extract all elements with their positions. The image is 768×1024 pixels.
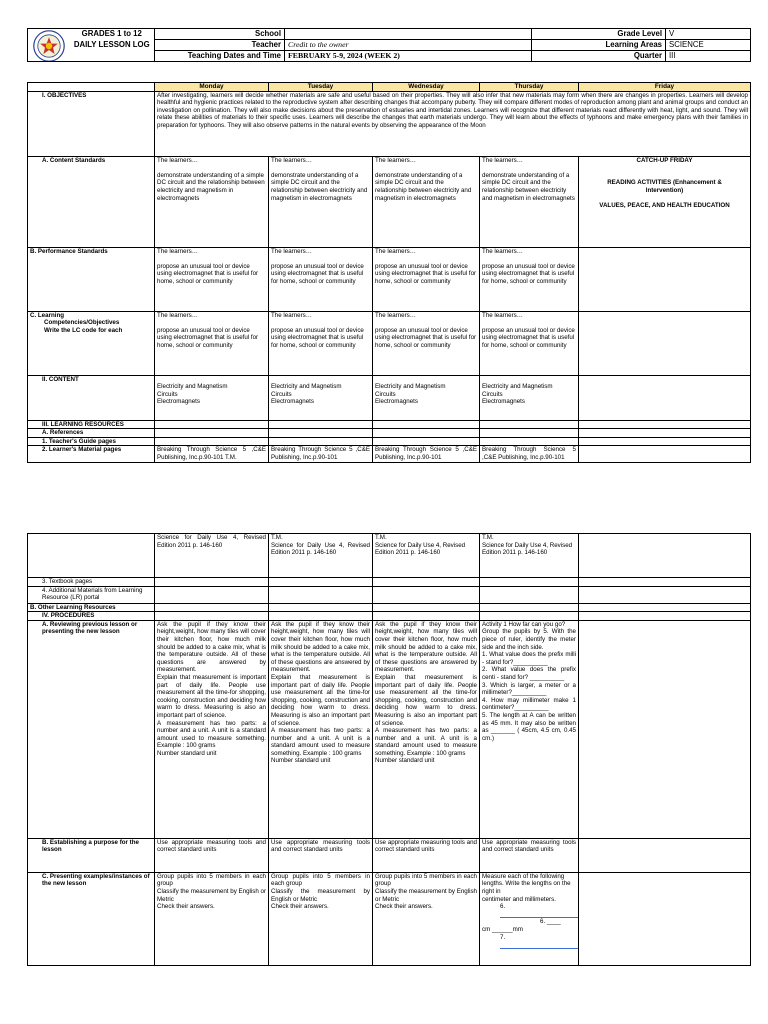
competencies-tue: The learners… propose an unusual tool or device using electromagnet that is useful for home, school or community [269,311,373,375]
lm-wed: Breaking Through Science 5 ,C&E Publishing, Inc.p.90-101 [373,446,480,463]
examples-mon: Group pupils into 5 members in each group Classify the measurement by English or Metric Check their answers. [155,872,269,965]
purpose-tue: Use appropriate measuring tools and correct standard units [269,838,373,872]
sci-thu: T.M. Science for Daily Use 4, Revised Edition 2011 p. 146-160 [480,534,579,578]
performance-standards-tue: The learners… propose an unusual tool or device using electromagnet that is useful for home, school or community [269,247,373,311]
objectives-text: After investigating, learners will decide whether materials are safe and useful based on their properties. They will also infer that new materials may form when there are changes in properties. Learners will develop healthful and hygienic practices related to the reproductive system after describing changes that accompany puberty. They will compare different modes of reproduction among plant and animal groups and conduct an investigation on pollination. They will also make decisions about the preservation of estuaries and intertidal zones. Learners will recognize that different materials react differently with heat, light, and sound. They will relate these abilities of materials to their specific uses. Learners will describe the changes that earth materials undergo. They will learn about the effects of typhoons and make emergency plans with their families in preparation for typhoons. They will also observe patterns in the natural events by observing the appearance of the Moon [155,91,751,156]
content-thu: Electricity and Magnetism Circuits Electromagnets [480,375,579,420]
lm-thu: Breaking Through Science 5 ,C&E Publishing, Inc.p.90-101 [480,446,579,463]
objectives-label: I. OBJECTIVES [28,91,155,156]
sci-wed: T.M. Science for Daily Use 4, Revised Edition 2011 p. 146-160 [373,534,480,578]
teacher-label: Teacher [155,40,285,51]
additional-materials-label: 4. Additional Materials from Learning Resource (LR) portal [28,586,155,603]
dates-label: Teaching Dates and Time [155,51,285,62]
purpose-label: B. Establishing a purpose for the lesson [28,838,155,872]
examples-label: C. Presenting examples/instances of the new lesson [28,872,155,965]
lm-mon: Breaking Through Science 5 ,C&E Publishing, Inc.p.90-101 T.M. [155,446,269,463]
school-label: School [155,29,285,40]
teacher-value: Credit to the owner [285,40,532,51]
other-resources-label: B. Other Learning Resources [28,603,155,612]
review-tue: Ask the pupil if they know their height,weight, how many tiles will cover their kitchen floor, how much milk should be added to a cake mix, what is the temperature outside. All of these questions are answered by measurement. Explain that measurement is important part of daily life. People use measurement all the time-for shopping, cooking, construction and deciding how warm to dress. Measuring is also an important part of science. A measurement has two parts: a number and a unit. A unit is a standard amount used to measure something. Example : 100 grams Number standard unit [269,620,373,838]
examples-wed: Group pupils into 5 members in each group Classify the measurement by English or Metric Check their answers. [373,872,480,965]
sci-mon: Science for Daily Use 4, Revised Edition 2011 p. 146-160 [155,534,269,578]
day-monday: Monday [155,83,269,92]
sci-tue: T.M. Science for Daily Use 4, Revised Edition 2011 p. 146-160 [269,534,373,578]
competencies-thu: The learners… propose an unusual tool or device using electromagnet that is useful for home, school or community [480,311,579,375]
lm-tue: Breaking Through Science 5 ,C&E Publishing, Inc.p.90-101 [269,446,373,463]
answer-line [500,911,579,918]
content-label: II. CONTENT [28,375,155,420]
content-wed: Electricity and Magnetism Circuits Electromagnets [373,375,480,420]
grades-title: GRADES 1 to 12 [70,29,155,40]
day-friday: Friday [579,83,751,92]
performance-standards-label: B. Performance Standards [28,247,155,311]
quarter-label: Quarter [532,51,666,62]
catch-up-friday: CATCH-UP FRIDAY [636,156,693,164]
purpose-thu: Use appropriate measuring tools and correct standard units [480,838,579,872]
friday-content-cell [579,156,751,247]
grade-level-label: Grade Level [532,29,666,40]
day-wednesday: Wednesday [373,83,480,92]
learners-material-label: 2. Learner's Material pages [28,446,155,463]
content-standards-wed: The learners… demonstrate understanding of a simple DC circuit and the relationship between electricity and magnetism in electromagnets [373,156,480,247]
textbook-pages-label: 3. Textbook pages [28,578,155,587]
teachers-guide-label: 1. Teacher's Guide pages [28,437,155,446]
content-standards-label: A. Content Standards [28,156,155,247]
daily-lesson-log-title: DAILY LESSON LOG [70,40,155,51]
lesson-table-page-2 [27,533,751,966]
content-standards-tue: The learners… demonstrate understanding of a simple DC circuit and the relationship between electricity and magnetism in electromagnets [269,156,373,247]
content-tue: Electricity and Magnetism Circuits Electromagnets [269,375,373,420]
performance-standards-mon: The learners… propose an unusual tool or device using electromagnet that is useful for home, school or community [155,247,269,311]
values-peace-health: VALUES, PEACE, AND HEALTH EDUCATION [599,202,730,210]
dates-value: FEBRUARY 5-9, 2024 (WEEK 2) [285,51,532,62]
reading-activities: READING ACTIVITIES (Enhancement & Intervention) [607,179,722,194]
examples-thu: Measure each of the following lengths. Write the lengths on the right in centimeter and millimeters. 6. 6. ____ cm ______mm 7. [480,872,579,965]
procedures-label: IV. PROCEDURES [28,612,155,621]
performance-standards-wed: The learners… propose an unusual tool or device using electromagnet that is useful for home, school or community [373,247,480,311]
day-tuesday: Tuesday [269,83,373,92]
competencies-wed: The learners… propose an unusual tool or device using electromagnet that is useful for home, school or community [373,311,480,375]
grade-level-value: V [666,29,751,40]
school-value [285,29,532,40]
review-wed: Ask the pupil if they know their height,weight, how many tiles will cover their kitchen floor, how much milk should be added to a cake mix, what is the temperature outside. All of these questions are answered by measurement. Explain that measurement is important part of daily life. People use measurement all the time-for shopping, cooking, construction and deciding how warm to dress. Measuring is also an important part of science. A measurement has two parts: a number and a unit. A unit is a standard amount used to measure something. Example : 100 grams Number standard unit [373,620,480,838]
purpose-wed: Use appropriate measuring tools and correct standard units [373,838,480,872]
learning-resources-label: III. LEARNING RESOURCES [28,420,155,429]
day-thursday: Thursday [480,83,579,92]
header-table [27,28,751,62]
content-standards-mon: The learners… demonstrate understanding of a simple DC circuit and the relationship between electricity and magnetism in electromagnets [155,156,269,247]
performance-standards-thu: The learners… propose an unusual tool or device using electromagnet that is useful for home, school or community [480,247,579,311]
competencies-mon: The learners… propose an unusual tool or device using electromagnet that is useful for home, school or community [155,311,269,375]
learning-areas-label: Learning Areas [532,40,666,51]
content-standards-thu: The learners… demonstrate understanding of a simple DC circuit and the relationship between electricity and magnetism in electromagnets [480,156,579,247]
purpose-mon: Use appropriate measuring tools and correct standard units [155,838,269,872]
references-label: A. References [28,429,155,438]
quarter-value: III [666,51,751,62]
lesson-table-page-1 [27,82,751,463]
review-label: A. Reviewing previous lesson or presenting the new lesson [28,620,155,838]
examples-tue: Group pupils into 5 members in each group Classify the measurement by English or Metric Check their answers. [269,872,373,965]
content-mon: Electricity and Magnetism Circuits Electromagnets [155,375,269,420]
learning-areas-value: SCIENCE [666,40,751,51]
answer-line [500,942,578,949]
review-thu: Activity 1 How far can you go? Group the pupils by 5. With the piece of ruler, identify the meter side and the inch side. 1. What value does the prefix milli - stand for?__________ 2. What value does the prefix centi - stand for? __________ 3. Which is larger, a meter or a millimeter?__________ 4. How may millimeter make 1 centimeter?__________ 5. The length at A can be written as 45 mm. It may also be written as _______ ( 45cm, 4.5 cm, 0.45 cm.) [480,620,579,838]
review-mon: Ask the pupil if they know their height,weight, how many tiles will cover their kitchen floor, how much milk should be added to a cake mix, what is the temperature outside. All of these questions are answered by measurement. Explain that measurement is important part of daily life. People use measurement all the time-for shopping, cooking, construction and deciding how warm to dress. Measuring is also an important part of science. A measurement has two parts: a number and a unit. A unit is a standard amount used to measure something. Example : 100 grams Number standard unit [155,620,269,838]
competencies-label: C. Learning Competencies/Objectives Write the LC code for each [28,311,155,375]
